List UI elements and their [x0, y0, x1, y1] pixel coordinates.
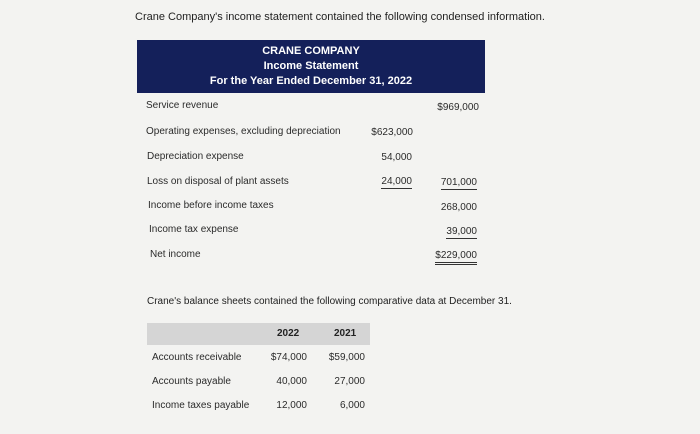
net-income-amount: $229,000 [435, 250, 477, 265]
accounts-receivable-2022: $74,000 [270, 352, 307, 363]
total-expenses-amount: 701,000 [440, 177, 477, 188]
balance-sheet-header [147, 323, 370, 345]
balance-sheet-intro: Crane's balance sheets contained the following comparative data at December 31. [147, 296, 512, 307]
year-2021-header: 2021 [334, 328, 357, 339]
row-label-income-before-taxes: Income before income taxes [148, 200, 274, 211]
row-label-operating-expenses: Operating expenses, excluding depreciation [146, 126, 341, 137]
company-name: CRANE COMPANY [262, 45, 360, 57]
bs-row-label-accounts-payable: Accounts payable [152, 376, 231, 387]
bs-row-label-accounts-receivable: Accounts receivable [152, 352, 242, 363]
row-label-service-revenue: Service revenue [146, 100, 219, 111]
accounts-receivable-2021: $59,000 [328, 352, 365, 363]
row-label-depreciation: Depreciation expense [147, 151, 244, 162]
income-statement-header [137, 40, 485, 93]
income-tax-expense-amount: 39,000 [446, 226, 477, 237]
intro-text: Crane Company's income statement contained the following condensed information. [135, 11, 545, 23]
operating-expenses-amount: $623,000 [371, 127, 413, 138]
income-taxes-payable-2021: 6,000 [339, 400, 365, 411]
statement-title: Income Statement [263, 60, 359, 72]
service-revenue-total: $969,000 [437, 102, 479, 113]
accounts-payable-2021: 27,000 [334, 376, 365, 387]
row-label-income-tax-expense: Income tax expense [149, 224, 239, 235]
bs-row-label-income-taxes-payable: Income taxes payable [152, 400, 250, 411]
year-2022-header: 2022 [277, 328, 300, 339]
statement-period: For the Year Ended December 31, 2022 [209, 75, 413, 87]
row-label-net-income: Net income [150, 249, 201, 260]
row-label-loss-on-disposal: Loss on disposal of plant assets [147, 176, 289, 187]
income-taxes-payable-2022: 12,000 [276, 400, 307, 411]
accounts-payable-2022: 40,000 [276, 376, 307, 387]
income-before-taxes-amount: 268,000 [440, 202, 477, 213]
depreciation-amount: 54,000 [381, 152, 412, 163]
loss-on-disposal-amount: 24,000 [381, 176, 412, 187]
